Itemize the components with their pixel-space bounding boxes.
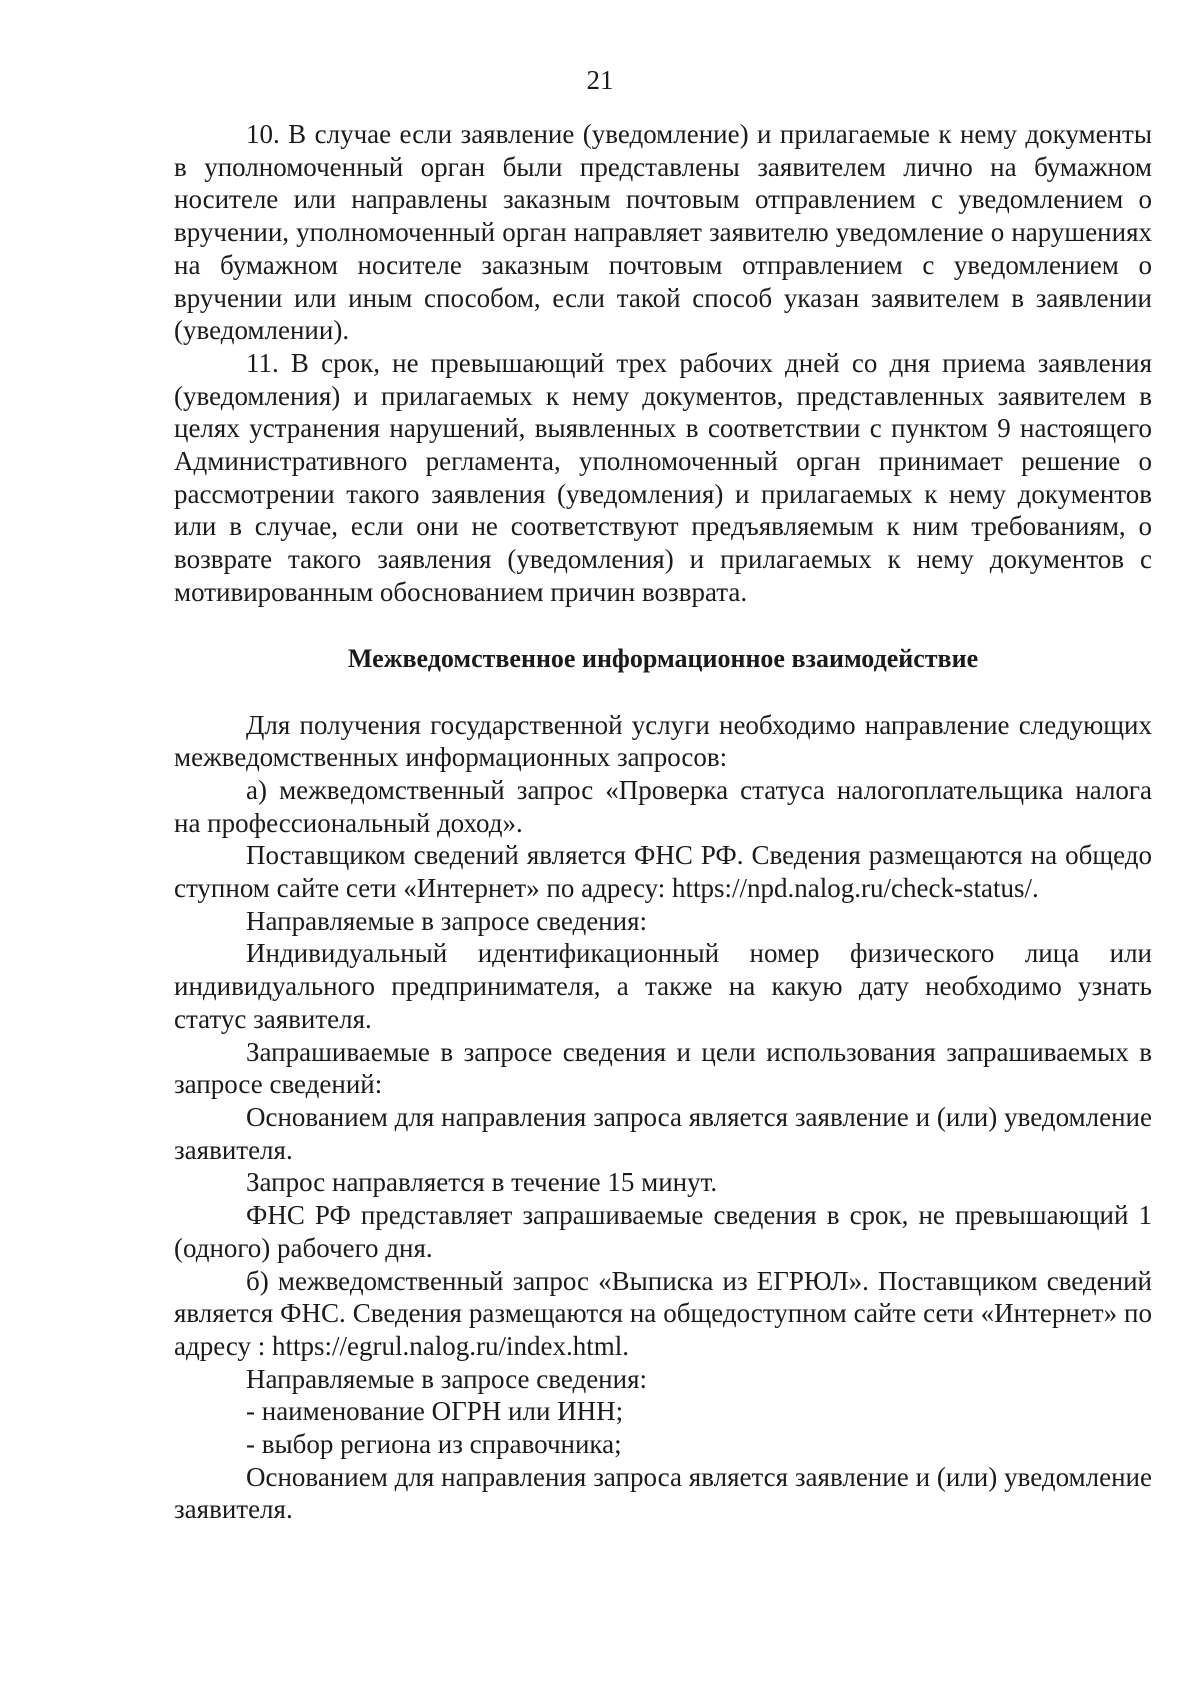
paragraph-10: 10. В случае если заявление (уведомление) и прилагаемые к нему документы в уполномоченный орган были представлены заявителем лично на бумажном носителе или направлены заказным почтовым отправлением с уведомлением о вручении, уполномоченный орган направляет заявителю уведомление о нарушениях на бумажном носителе заказным почтовым отправлением с уведомлением о вручении или иным способом, если такой способ указан заявителем в заявлении (уведомлении). [174,119,1152,346]
body-paragraph: Направляемые в запросе сведения: [246,905,647,936]
list-item: - наименование ОГРН или ИНН; [246,1396,624,1427]
body-paragraph: б) межведомственный запрос «Выписка из ЕГРЮЛ». Поставщиком сведений является ФНС. Сведения размещаются на общедоступном сайте сети «Интернет» по адресу : https://egrul.nalog.ru/index.html. [174,1265,1152,1361]
body-paragraph: Основанием для направления запроса является заявление и (или) уведомление заявителя. [174,1461,1152,1525]
document-body [174,118,1152,1526]
body-paragraph: а) межведомственный запрос «Проверка статуса налогоплательщика налога на профессиональный доход». [174,774,1152,838]
body-paragraph: Для получения государственной услуги необходимо направление следующих межведомственных информационных запросов: [174,709,1152,773]
page-number: 21 [586,65,614,95]
body-paragraph: ФНС РФ представляет запрашиваемые сведения в срок, не превышающий 1 (одного) рабочего дня. [174,1200,1152,1263]
body-paragraph: Основанием для направления запроса является заявление и (или) уведомление заявителя. [174,1101,1152,1165]
body-paragraph: Запрос направляется в течение 15 минут. [246,1167,718,1198]
list-item: - выбор региона из справочника; [246,1429,622,1460]
section-heading: Межведомственное информационное взаимодействие [347,643,979,673]
body-paragraph: Запрашиваемые в запросе сведения и цели использования запрашиваемых в запросе сведений: [174,1036,1152,1100]
body-paragraph: Поставщиком сведений является ФНС РФ. Сведения размещаются на общедоступном сайте сети «Интернет» по адресу: https://npd.nalog.ru/check-status/. [174,840,1152,904]
paragraph-11: 11. В срок, не превышающий трех рабочих дней со дня приема заявления (уведомления) и прилагаемых к нему документов, представленных заявителем в целях устранения нарушений, выявленных в соответствии с пунктом 9 настоящего Административного регламента, уполномоченный орган принимает решение о рассмотрении такого заявления (уведомления) и прилагаемых к нему документов или в случае, если они не соответствуют предъявляемым к ним требованиям, о возврате такого заявления (уведомления) и прилагаемых к нему документов с мотивированным обоснованием причин возврата. [174,347,1152,607]
body-paragraph: Направляемые в запросе сведения: [246,1363,647,1394]
body-paragraph: Индивидуальный идентификационный номер физического лица или индивидуального предпринимателя, а также на какую дату необходимо узнать статус заявителя. [174,938,1152,1034]
